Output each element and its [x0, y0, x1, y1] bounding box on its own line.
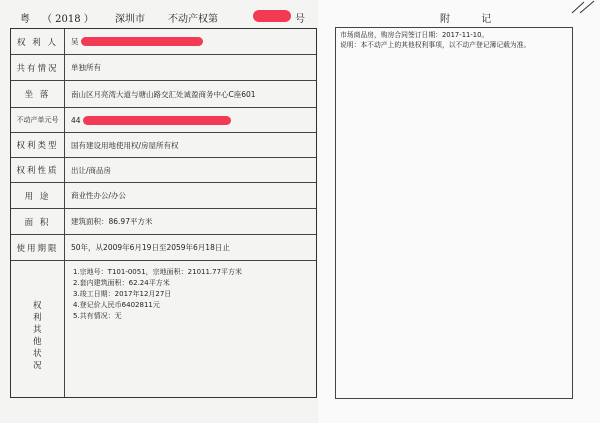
appendix-title-a: 附 [440, 14, 450, 25]
label-right-nature: 权利性质 [11, 158, 65, 182]
appendix-notes [340, 30, 572, 50]
value-term: 50年，从2009年6月19日至2059年6月18日止 [71, 243, 230, 252]
appendix-title [440, 10, 519, 25]
value-owner [71, 29, 312, 54]
row-location [11, 81, 316, 108]
label-term: 使用期限 [11, 235, 65, 260]
row-usage [11, 183, 316, 209]
row-right-nature [11, 158, 316, 183]
value-location: 南山区月亮湾大道与塘山路交汇处诚盈商务中心C座601 [71, 89, 256, 99]
row-co-ownership [11, 55, 316, 81]
label-owner: 权 利 人 [11, 29, 65, 54]
scan-corner-mark [570, 0, 600, 14]
label-right-type: 权利类型 [11, 133, 65, 157]
label-location: 坐 落 [11, 81, 65, 107]
other-item: 4.登记价人民币6402811元 [73, 301, 160, 309]
header-city: 深圳市 [115, 14, 145, 25]
header-year: （ 2018 ） [42, 14, 94, 25]
header-prefix: 粤 [20, 14, 30, 25]
row-area [11, 209, 316, 235]
redacted-unit-no [83, 116, 231, 125]
property-table [10, 28, 317, 398]
appendix-frame [335, 27, 573, 399]
label-unit-no: 不动产单元号 [11, 108, 65, 132]
label-other-char: 状 [33, 349, 42, 359]
other-item: 2.套内建筑面积：62.24平方米 [73, 279, 170, 287]
value-usage: 商业性办公/办公 [71, 191, 127, 200]
label-usage: 用 途 [11, 183, 65, 208]
value-right-type: 国有建设用地使用权/房屋所有权 [71, 140, 179, 150]
label-other-char: 其 [33, 325, 42, 335]
other-items [73, 267, 312, 322]
label-other-char: 他 [33, 337, 42, 347]
certificate-header [20, 8, 320, 26]
row-unit-no [11, 108, 316, 133]
row-right-type [11, 133, 316, 158]
appendix-note: 说明：本不动产上的其他权利事项，以不动产登记簿记载为准。 [340, 41, 531, 49]
redacted-owner [81, 37, 203, 46]
label-area: 面 积 [11, 209, 65, 234]
other-item: 3.竣工日期：2017年12月27日 [73, 290, 172, 298]
appendix-title-b: 记 [481, 14, 492, 25]
label-other [11, 261, 65, 397]
appendix-note: 市场商品房，购房合同签订日期：2017-11-10。 [340, 31, 489, 39]
label-other-char: 权 [33, 301, 42, 311]
row-other [11, 261, 316, 397]
value-unit-no [71, 108, 312, 132]
header-suffix: 号 [295, 14, 305, 25]
label-other-char: 利 [33, 313, 42, 323]
row-owner [11, 29, 316, 55]
owner-prefix: 吴 [71, 37, 79, 46]
value-right-nature: 出让/商品房 [71, 165, 112, 175]
value-co-ownership: 单独所有 [71, 63, 101, 72]
value-area: 建筑面积：86.97平方米 [71, 217, 153, 226]
unit-no-prefix: 44 [71, 115, 81, 125]
label-other-char: 况 [33, 361, 42, 371]
row-term [11, 235, 316, 261]
other-item: 5.共有情况：无 [73, 312, 122, 320]
label-co-ownership: 共有情况 [11, 55, 65, 80]
other-item: 1.宗地号：T101-0051，宗地面积：21011.77平方米 [73, 268, 243, 276]
header-cert-name: 不动产权第 [168, 14, 218, 25]
redacted-cert-number [253, 10, 291, 22]
